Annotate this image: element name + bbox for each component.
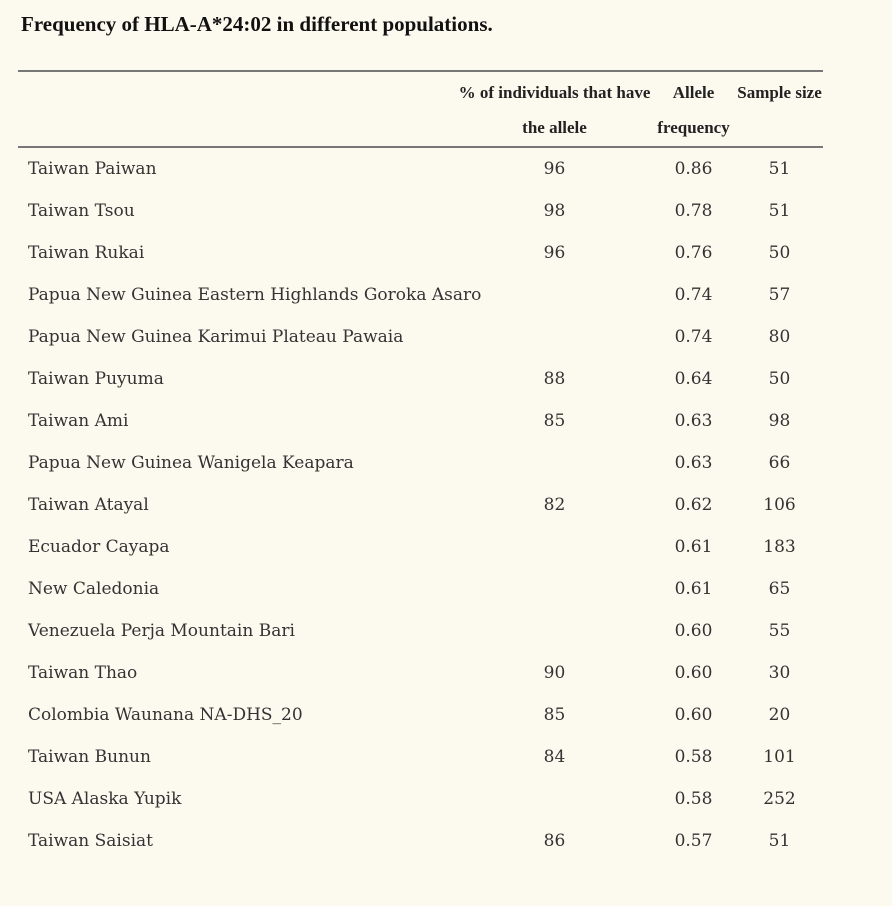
- cell-allele-frequency: 0.76: [674, 243, 713, 263]
- cell-allele-frequency: 0.74: [674, 327, 713, 347]
- cell-sample-size: 80: [768, 327, 791, 347]
- cell-allele-frequency: 0.64: [674, 369, 713, 389]
- header-population: [18, 71, 458, 147]
- cell-population: Taiwan Saisiat: [28, 831, 153, 851]
- table-body: [18, 147, 823, 862]
- table-row: [18, 736, 823, 778]
- table-row: [18, 232, 823, 274]
- header-allele-frequency: Allele frequency: [657, 83, 730, 137]
- cell-sample-size: 101: [763, 747, 796, 767]
- cell-percent: 96: [543, 243, 566, 263]
- table-row: [18, 484, 823, 526]
- cell-allele-frequency: 0.57: [674, 831, 713, 851]
- cell-sample-size: 252: [763, 789, 796, 809]
- cell-population: Taiwan Rukai: [28, 243, 145, 263]
- cell-sample-size: 65: [768, 579, 791, 599]
- table-row: [18, 568, 823, 610]
- cell-population: Papua New Guinea Karimui Plateau Pawaia: [28, 327, 404, 347]
- cell-allele-frequency: 0.63: [674, 453, 713, 473]
- header-row: [18, 71, 823, 147]
- table-row: [18, 147, 823, 190]
- table-row: [18, 778, 823, 820]
- table-caption: Frequency of HLA-A*24:02 in different populations.: [21, 12, 493, 36]
- cell-percent: [458, 274, 651, 316]
- header-percent-individuals: % of individuals that have the allele: [458, 83, 651, 137]
- cell-population: New Caledonia: [28, 579, 160, 599]
- cell-percent: 90: [543, 663, 566, 683]
- table-row: [18, 652, 823, 694]
- cell-allele-frequency: 0.62: [674, 495, 713, 515]
- table-row: [18, 526, 823, 568]
- cell-percent: [458, 526, 651, 568]
- cell-allele-frequency: 0.58: [674, 747, 713, 767]
- table-row: [18, 400, 823, 442]
- cell-allele-frequency: 0.86: [674, 159, 713, 179]
- cell-population: Ecuador Cayapa: [28, 537, 170, 557]
- cell-population: Venezuela Perja Mountain Bari: [28, 621, 295, 641]
- table-row: [18, 316, 823, 358]
- cell-percent: 86: [543, 831, 566, 851]
- cell-sample-size: 20: [768, 705, 791, 725]
- cell-sample-size: 51: [768, 831, 791, 851]
- table-row: [18, 694, 823, 736]
- cell-percent: 96: [543, 159, 566, 179]
- cell-percent: 85: [543, 411, 566, 431]
- cell-percent: 84: [543, 747, 566, 767]
- cell-sample-size: 98: [768, 411, 791, 431]
- cell-allele-frequency: 0.74: [674, 285, 713, 305]
- cell-percent: [458, 778, 651, 820]
- cell-percent: [458, 568, 651, 610]
- table-row: [18, 274, 823, 316]
- table-row: [18, 820, 823, 862]
- cell-population: Taiwan Tsou: [28, 201, 135, 221]
- cell-sample-size: 55: [768, 621, 791, 641]
- cell-percent: [458, 316, 651, 358]
- cell-allele-frequency: 0.63: [674, 411, 713, 431]
- cell-allele-frequency: 0.78: [674, 201, 713, 221]
- cell-percent: 82: [543, 495, 566, 515]
- cell-percent: 85: [543, 705, 566, 725]
- cell-allele-frequency: 0.61: [674, 537, 713, 557]
- cell-sample-size: 30: [768, 663, 791, 683]
- cell-percent: 98: [543, 201, 566, 221]
- cell-sample-size: 51: [768, 159, 791, 179]
- cell-allele-frequency: 0.60: [674, 705, 713, 725]
- cell-percent: [458, 442, 651, 484]
- table-row: [18, 358, 823, 400]
- table-row: [18, 190, 823, 232]
- cell-population: Taiwan Thao: [28, 663, 138, 683]
- frequency-table: [18, 70, 823, 862]
- cell-population: Taiwan Atayal: [28, 495, 149, 515]
- cell-population: Papua New Guinea Eastern Highlands Goroka Asaro: [28, 285, 482, 305]
- cell-allele-frequency: 0.60: [674, 663, 713, 683]
- cell-population: Taiwan Ami: [28, 411, 129, 431]
- cell-sample-size: 57: [768, 285, 791, 305]
- frequency-table-container: [18, 70, 823, 862]
- cell-population: Papua New Guinea Wanigela Keapara: [28, 453, 354, 473]
- cell-population: Taiwan Puyuma: [28, 369, 164, 389]
- cell-population: USA Alaska Yupik: [28, 789, 182, 809]
- cell-sample-size: 51: [768, 201, 791, 221]
- cell-population: Taiwan Bunun: [28, 747, 151, 767]
- table-row: [18, 442, 823, 484]
- cell-population: Taiwan Paiwan: [28, 159, 157, 179]
- cell-percent: 88: [543, 369, 566, 389]
- cell-allele-frequency: 0.60: [674, 621, 713, 641]
- cell-allele-frequency: 0.61: [674, 579, 713, 599]
- header-sample-size: Sample size: [737, 83, 822, 102]
- table-header: [18, 71, 823, 147]
- cell-sample-size: 66: [768, 453, 791, 473]
- cell-sample-size: 50: [768, 243, 791, 263]
- cell-percent: [458, 610, 651, 652]
- cell-sample-size: 183: [763, 537, 796, 557]
- cell-sample-size: 106: [763, 495, 796, 515]
- table-row: [18, 610, 823, 652]
- cell-allele-frequency: 0.58: [674, 789, 713, 809]
- cell-sample-size: 50: [768, 369, 791, 389]
- cell-population: Colombia Waunana NA-DHS_20: [28, 705, 303, 725]
